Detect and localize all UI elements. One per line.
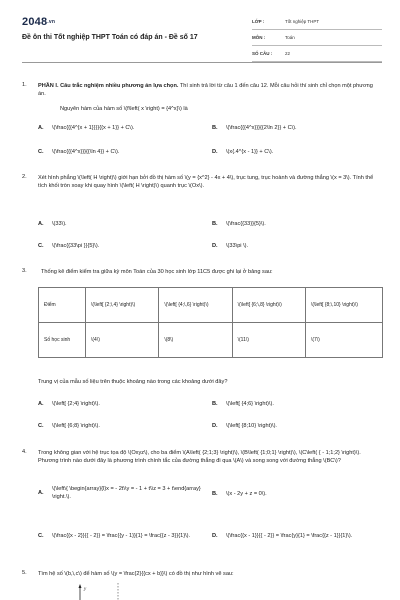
meta-row-subject: [252, 30, 382, 46]
table-header-cell: Điểm: [39, 288, 86, 323]
option-d[interactable]: [212, 148, 382, 156]
question-number: 3.: [22, 268, 27, 274]
option-text: \(\frac{{x - 2}}{{ - 2}} = \frac{{y - 1}}{1} = \frac{{z - 3}}{1}\).: [52, 533, 191, 539]
option-text: \(\frac{{{4^{x + 1}}}}{{x + 1}} + C\).: [52, 125, 135, 131]
question-4-text: Trong không gian với hệ trục tọa độ \(Oxyz\), cho ba điểm \(A\left( {2;1;3} \right)\), \(B\left( {1;0;1} \right)\), \(C\left( { - 1;1;2} \right)\). Phương trình nào dưới đây là phương trình chính tắc của đường thẳng đi qua \(A\) và song song với đường thẳng \(BC\)?: [38, 450, 361, 464]
option-a[interactable]: [38, 124, 198, 132]
option-letter: D.: [212, 243, 218, 249]
logo-suffix: .vn: [47, 19, 56, 25]
option-letter: A.: [38, 401, 44, 407]
question-3-text: Thống kê điểm kiểm tra giữa kỳ môn Toán của 30 học sinh lớp 11C5 được ghi lại ở bảng sau:: [41, 269, 273, 275]
meta-key: LỚP :: [252, 19, 265, 24]
option-letter: B.: [212, 491, 218, 497]
table-cell: \(7\): [305, 323, 382, 358]
option-letter: A.: [38, 490, 44, 496]
option-b[interactable]: [212, 220, 382, 228]
option-text: \(\left[ {8;10} \right)\).: [226, 423, 277, 429]
option-letter: D.: [212, 149, 218, 155]
option-d[interactable]: [212, 422, 382, 430]
option-text: \(\frac{{33\pi }}{5}\).: [52, 243, 100, 249]
option-text: \(\frac{{33}}{5}\).: [226, 221, 266, 227]
option-a[interactable]: [38, 485, 206, 501]
table-row: [39, 323, 383, 358]
option-letter: C.: [38, 149, 44, 155]
table-cell: \(\left[ {4;\,6} \right)\): [159, 288, 232, 323]
question-2-text: Xét hình phẳng \(\left( H \right)\) giới hạn bởi đồ thị hàm số \(y = {x^2} - 4x + 4\), trục tung, trục hoành và đường thẳng \(x = 3\). Tính thể tích khối tròn xoay khi quay hình \(\left( H \right)\) quanh trục \(Ox\).: [38, 175, 374, 189]
meta-value: 22: [285, 51, 291, 56]
option-text: \(33\pi \).: [226, 243, 249, 249]
option-letter: A.: [38, 221, 44, 227]
y-axis-arrow: [79, 584, 82, 588]
header-divider: [22, 62, 382, 63]
score-table: [38, 287, 383, 358]
option-b[interactable]: [212, 400, 382, 408]
table-cell: \(8\): [159, 323, 232, 358]
logo-text: 2048: [22, 16, 48, 28]
meta-row-count: [252, 46, 382, 62]
question-1-text: [38, 82, 380, 98]
option-text: \(\left[ {6;8} \right)\).: [52, 423, 100, 429]
function-graph: [60, 583, 130, 600]
part-heading: PHẦN I. Câu trắc nghiệm nhiều phương án lựa chọn.: [38, 83, 179, 89]
option-letter: B.: [212, 125, 218, 131]
option-c[interactable]: [38, 422, 198, 430]
option-b[interactable]: [212, 124, 382, 132]
option-text: \(33\).: [52, 221, 67, 227]
meta-key: MÔN :: [252, 35, 266, 40]
y-axis-label: y: [84, 587, 87, 592]
option-a[interactable]: [38, 400, 198, 408]
option-text: \(\left[ {2;4} \right)\).: [52, 401, 100, 407]
question-number: 2.: [22, 174, 27, 180]
option-a[interactable]: [38, 220, 198, 228]
exam-meta-box: [252, 14, 382, 62]
table-row: [39, 288, 383, 323]
option-text: \(\left[ {4;6} \right)\).: [226, 401, 274, 407]
table-cell: \(4\): [86, 323, 159, 358]
option-text: \(\left\{ \begin{array}{l}x = - 2t\\y = - 1 + t\\z = 3 + t\end{array} \right.\).: [52, 486, 201, 500]
option-text: \(x - 2y + z = 0\).: [226, 491, 267, 497]
option-c[interactable]: [38, 532, 206, 540]
option-b[interactable]: [212, 490, 382, 498]
site-logo[interactable]: [22, 16, 55, 28]
option-d[interactable]: [212, 242, 382, 250]
table-cell: \(\left[ {6;\,8} \right)\): [232, 288, 305, 323]
exam-title: Đề ôn thi Tốt nghiệp THPT Toán có đáp án - Đề số 17: [22, 34, 198, 41]
option-d[interactable]: [212, 532, 382, 540]
meta-value: Toán: [285, 35, 295, 40]
option-letter: B.: [212, 401, 218, 407]
option-letter: D.: [212, 423, 218, 429]
table-header-cell: Số học sinh: [39, 323, 86, 358]
option-text: \(\frac{{{4^x}}}{{\ln 4}} + C\).: [52, 149, 120, 155]
meta-key: SỐ CÂU :: [252, 51, 273, 56]
question-3-prompt: Trung vị của mẫu số liệu trên thuộc khoảng nào trong các khoảng dưới đây?: [38, 379, 228, 385]
option-c[interactable]: [38, 148, 198, 156]
table-cell: \(\left[ {8;\,10} \right)\): [305, 288, 382, 323]
option-letter: C.: [38, 533, 44, 539]
table-cell: \(11\): [232, 323, 305, 358]
option-text: \(\frac{{x - 1}}{{ - 2}} = \frac{y}{1} = \frac{{z - 1}}{1}\).: [226, 533, 353, 539]
option-letter: A.: [38, 125, 44, 131]
question-number: 4.: [22, 449, 27, 455]
table-cell: \(\left[ {2;\,4} \right)\): [86, 288, 159, 323]
option-text: \(x{.4^{x - 1}} + C\).: [226, 149, 274, 155]
option-letter: C.: [38, 423, 44, 429]
option-c[interactable]: [38, 242, 198, 250]
option-text: \(\frac{{{4^x}}}{{2\ln 2}} + C\).: [226, 125, 297, 131]
question-instruction: Thí sinh trả lời từ câu 1 đến câu 12. Mỗi câu hỏi thí sinh chỉ chọn một phương án.: [38, 83, 373, 97]
question-number: 5.: [22, 570, 27, 576]
option-letter: B.: [212, 221, 218, 227]
question-number: 1.: [22, 82, 27, 88]
question-1-prompt: Nguyên hàm của hàm số \(f\left( x \right) = {4^x}\) là: [60, 106, 188, 112]
meta-value: Tốt nghiệp THPT: [285, 19, 320, 24]
question-5-text: Tìm hệ số \(b,\,c\) để hàm số \(y = \frac{2}{{cx + b}}\) có đồ thị như hình vẽ sau:: [38, 571, 234, 577]
option-letter: D.: [212, 533, 218, 539]
option-letter: C.: [38, 243, 44, 249]
meta-row-class: [252, 14, 382, 30]
